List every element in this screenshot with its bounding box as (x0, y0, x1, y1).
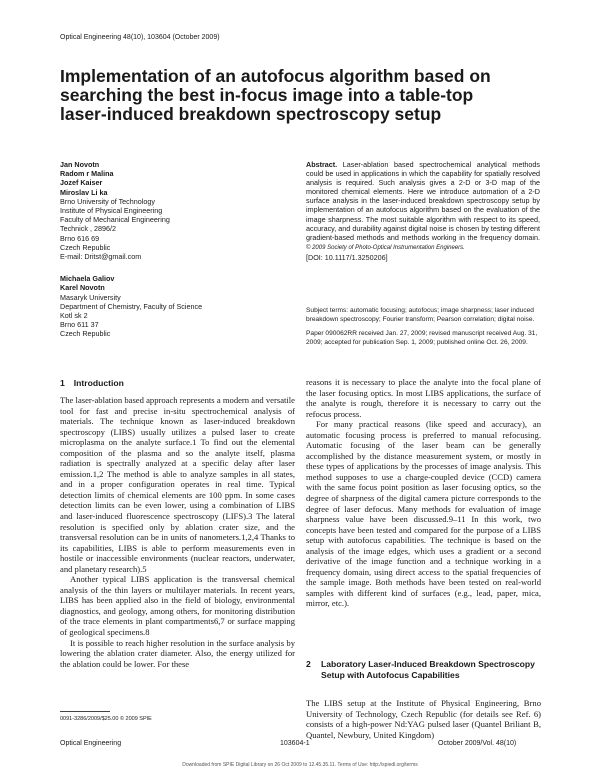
author-name: Miroslav Li ka (60, 187, 108, 197)
footer-journal: Optical Engineering (60, 740, 122, 747)
affiliation-line: Masaryk University (60, 292, 121, 302)
journal-header: Optical Engineering 48(10), 103604 (October 2009) (60, 34, 220, 41)
paper-meta (306, 307, 540, 354)
section-2-heading (306, 659, 541, 681)
section-1-title: Introduction (73, 378, 124, 388)
footer-page-number: 103604-1 (280, 740, 310, 747)
download-notice: Downloaded from SPIE Digital Library on 26 Oct 2009 to 12.45.35.11. Terms of Use: http://spiedl.org/terms (182, 762, 418, 768)
abstract-text: Laser-ablation based spectrochemical analytical methods could be used in applications in which the capability for spatially resolved analysis is required. Such analysis gives a 2-D or 3-D map of the monitored chemical elements. Here we introduce automation of a 2-D surface analysis in the laser-induced breakdown spectroscopy setup by implementation of an autofocus algorithm based on the evaluation of the image sharpness. The most suitable algorithm with respect to its speed, accuracy, and durability against digital noise is chosen by testing different gradient-based methods and methods working in the frequency domain. (306, 160, 540, 242)
affiliation-line: Czech Republic (60, 329, 111, 339)
affiliation-line: Brno University of Technology (60, 196, 155, 206)
abstract-copyright: © 2009 Society of Photo-Optical Instrumentation Engineers. (306, 244, 465, 251)
paper-history: Paper 090062RR received Jan. 27, 2009; revised manuscript received Aug. 31, 2009; accepted for publication Sep. 1, 2009; published online Oct. 26, 2009. (306, 330, 538, 347)
paper-title: Implementation of an autofocus algorithm based on searching the best in-focus image into a table-top laser-induced breakdown spectroscopy setup (60, 66, 491, 124)
section-1-number: 1 (60, 378, 65, 388)
affiliation-line: Department of Chemistry, Faculty of Science (60, 301, 203, 311)
author-affiliations (60, 160, 270, 339)
body-paragraph: It is possible to reach higher resolution in the surface analysis by lowering the ablation crater diameter. Also, the energy utilized for the ablation could be lower. For these (60, 637, 295, 669)
affiliation-line: Institute of Physical Engineering (60, 206, 163, 216)
section-2-title: Laboratory Laser-Induced Breakdown Spectroscopy Setup with Autofocus Capabilities (321, 659, 535, 680)
footer-issue: October 2009/Vol. 48(10) (438, 740, 517, 747)
subject-terms: Subject terms: automatic focusing; autofocus; image sharpness; laser induced breakdown spectroscopy; Fourier transform; Pearson correlation; digital noise. (306, 307, 535, 323)
left-column (60, 395, 295, 669)
copyright-line: 0091-3286/2009/$25.00 © 2009 SPIE (60, 716, 152, 722)
body-paragraph: The laser-ablation based approach represents a modern and versatile tool for fast and precise in-situ spectrochemical analysis of materials. The technique known as laser-induced breakdown spectroscopy (LIBS) usually utilizes a pulsed laser to create microplasma on the analyte surface.1 To find out the elemental composition of the plasma and so the analyte itself, plasma radiation is spectrally analyzed at a specific delay after laser emission.1,2 The method is able to analyze samples in all states, and in a proper configuration operates in real time. Typical detection limits of chemical elements are 100 ppm. In some cases detection limits can be even lower, using a combination of LIBS and laser-induced fluorescence spectroscopy (LIFS).3 The lateral resolution is specified only by ablation crater size, and the transversal resolution can be in units of nanometers.1,2,4 Thanks to its capabilities, LIBS is able to perform measurements even in hostile or inaccessible environments (nuclear reactors, underwater, and planetary research).5 (60, 395, 295, 574)
right-column (306, 377, 541, 609)
abstract-label: Abstract. (306, 160, 338, 169)
section-2-body (306, 698, 541, 740)
abstract-doi: [DOI: 10.1117/1.3250206] (306, 252, 388, 262)
affiliation-line: Kotl sk 2 (60, 311, 88, 321)
author-name: Jan Novotn (60, 160, 100, 169)
author-name: Michaela Galiov (60, 274, 115, 284)
affiliation-line: E-mail: Dritst@gmail.com (60, 252, 142, 262)
body-paragraph: reasons it is necessary to place the analyte into the focal plane of the laser focusing optics. In most LIBS applications, the surface of the analyte is rough, therefore it is necessary to carry out the refocus process. (306, 377, 541, 419)
section-1-heading (60, 378, 124, 389)
author-name: Radom r Malina (60, 169, 114, 179)
body-paragraph: The LIBS setup at the Institute of Physical Engineering, Brno University of Technology, Czech Republic (for details see Ref. 6) consists of a high-power Nd:YAG pulsed laser (Quantel Briliant B, Quantel, Newbury, United Kingdom) (306, 698, 541, 740)
section-2-number: 2 (306, 659, 311, 669)
body-paragraph: For many practical reasons (like speed and accuracy), an automatic focusing process is preferred to manual refocusing. Automatic focusing of the laser beam can be generally accomplished by the distance measurement system, or mostly in these types of applications by the processes of image analysis. This method supposes to use a charge-coupled device (CCD) camera with the same focus point position as laser focusing optics, so the degree of sharpness of the digital camera picture corresponds to the degree of laser defocus. Many methods for evaluation of image sharpness value have been discussed.9–11 In this work, two concepts have been tested and compared for the purpose of a LIBS setup with autofocus capabilities. The technique is based on the analysis of the image edges, which uses a gradient or a second derivative of the image function and a technique working in a frequency domain, using direct access to the spatial frequencies of the sample image. Both methods have been tested on real-world samples with different kind of surfaces (e.g., lead, paper, mica, mirror, etc.). (306, 419, 541, 609)
author-name: Karel Novotn (60, 283, 105, 293)
footnote-rule (60, 711, 110, 712)
affiliation-line: Faculty of Mechanical Engineering (60, 215, 170, 225)
author-name: Jozef Kaiser (60, 178, 103, 188)
affiliation-line: Czech Republic (60, 242, 111, 252)
affiliation-line: Brno 611 37 (60, 320, 99, 330)
affiliation-line: Brno 616 69 (60, 233, 100, 243)
body-paragraph: Another typical LIBS application is the transversal chemical analysis of the thin layers or multilayer materials. In recent years, LIBS has been applied also in the field of biology, environmental diagnostics, and geology, among others, for monitoring distribution of the trace elements in plant compartments6,7 or surface mapping of geological specimens.8 (60, 574, 295, 638)
affiliation-line: Technick , 2896/2 (60, 224, 116, 234)
abstract (306, 160, 540, 262)
